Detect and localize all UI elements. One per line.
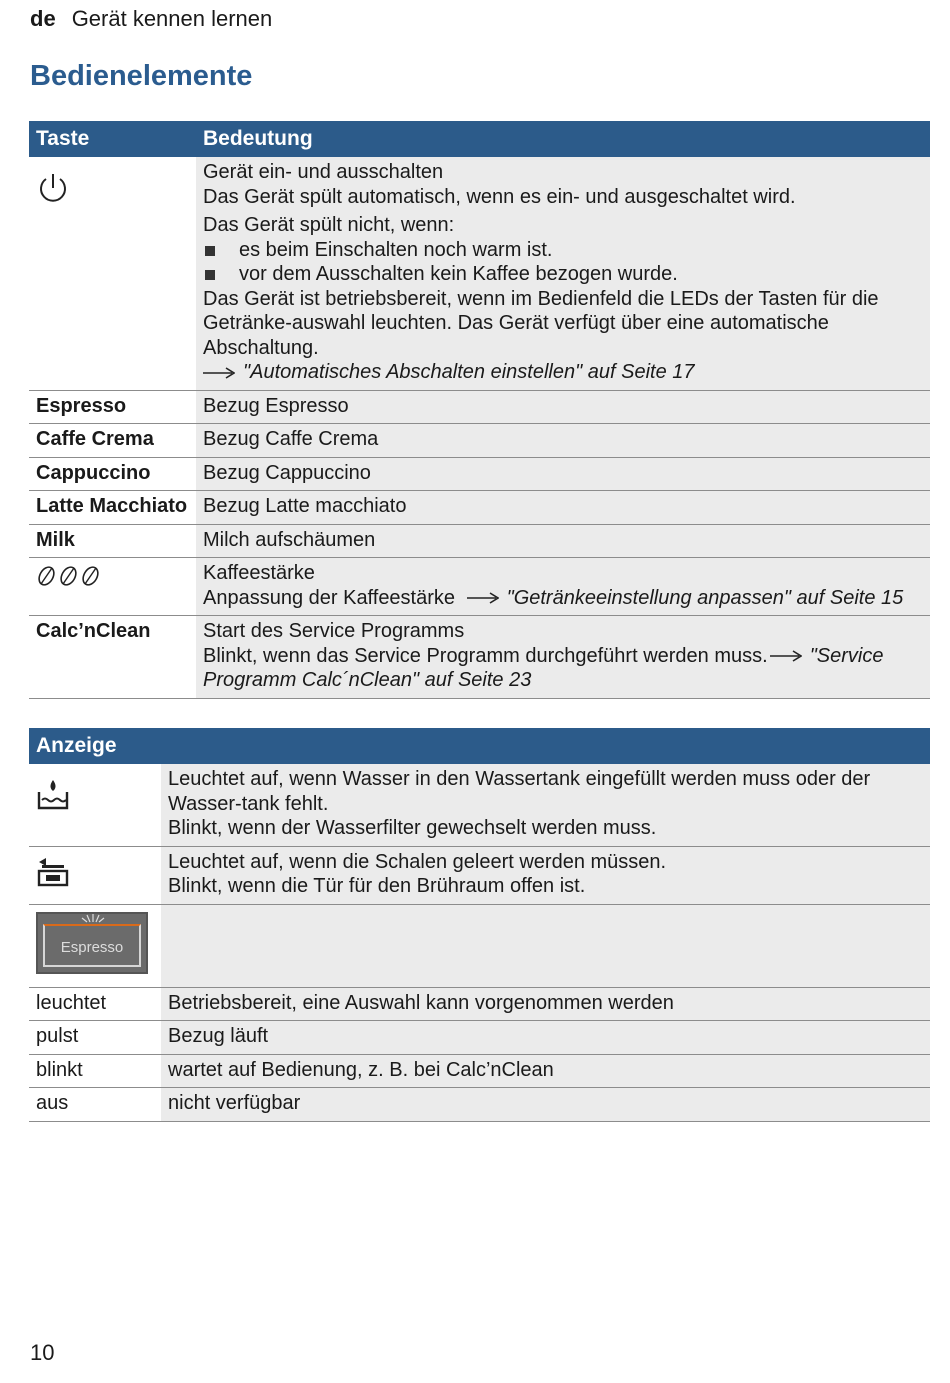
key-cappuccino: Cappuccino [29, 457, 196, 491]
key-calc-n-clean: Calc’nClean [29, 616, 196, 699]
button-image-empty [161, 904, 930, 987]
table-row [29, 457, 930, 491]
chapter-title: Gerät kennen lernen [71, 6, 273, 31]
table-row-power [29, 157, 930, 390]
drip-tray-icon [36, 855, 70, 889]
list-item: vor dem Ausschalten kein Kaffee bezogen wurde. [203, 262, 923, 287]
strength-description [196, 558, 930, 616]
coffee-bean-icons [36, 561, 189, 587]
key-caffe-crema: Caffe Crema [29, 424, 196, 458]
power-key-cell [29, 157, 196, 390]
table-row-strength [29, 558, 930, 616]
reference-link[interactable]: "Automatisches Abschalten einstellen" auf Seite 17 [243, 361, 695, 383]
power-line-3: Das Gerät spült nicht, wenn: [203, 214, 455, 236]
tray-line-2: Blinkt, wenn die Tür für den Brühraum offen ist. [168, 875, 586, 897]
table-row [29, 1021, 930, 1055]
table-row-calc [29, 616, 930, 699]
page-number: 10 [30, 1340, 55, 1365]
display-table-header [29, 728, 930, 764]
section-title: Bedienelemente [30, 60, 253, 92]
coffee-bean-icon [58, 565, 79, 587]
bullet-square-icon [205, 270, 215, 280]
power-description [196, 157, 930, 390]
button-image-label: Espresso [60, 938, 124, 956]
table-row [29, 1088, 930, 1122]
table-row [29, 524, 930, 558]
page-header [30, 6, 272, 32]
state-leuchtet: leuchtet [29, 987, 161, 1021]
controls-table [29, 121, 930, 699]
value-latte-macchiato: Bezug Latte macchiato [196, 491, 930, 525]
coffee-bean-icon [36, 565, 57, 587]
power-line-2: Das Gerät spült automatisch, wenn es ein- und ausgeschaltet wird. [203, 185, 796, 208]
coffee-bean-icon [80, 565, 101, 587]
language-code: de [30, 6, 56, 31]
table-row [29, 491, 930, 525]
table-row-button-image [29, 904, 930, 987]
list-item: es beim Einschalten noch warm ist. [203, 238, 923, 263]
water-key-cell [29, 764, 161, 846]
column-header-bedeutung: Bedeutung [196, 121, 930, 157]
arrow-right-icon [467, 592, 499, 604]
strength-key-cell [29, 558, 196, 616]
arrow-right-icon [770, 650, 802, 662]
state-pulst-value: Bezug läuft [161, 1021, 930, 1055]
calc-line-1: Start des Service Programms [203, 620, 465, 642]
bullet-square-icon [205, 246, 215, 256]
value-caffe-crema: Bezug Caffe Crema [196, 424, 930, 458]
state-aus: aus [29, 1088, 161, 1122]
value-cappuccino: Bezug Cappuccino [196, 457, 930, 491]
table-row [29, 424, 930, 458]
button-image-cell [29, 904, 161, 987]
state-pulst: pulst [29, 1021, 161, 1055]
water-tank-icon [36, 778, 70, 812]
strength-line-2: Anpassung der Kaffeestärke "Getränkeeinstellung anpassen" auf Seite 15 [203, 586, 904, 609]
key-milk: Milk [29, 524, 196, 558]
tray-key-cell [29, 846, 161, 904]
calc-description [196, 616, 930, 699]
power-line-4: Das Gerät ist betriebsbereit, wenn im Bedienfeld die LEDs der Tasten für die Getränke-auswahl leuchten. Das Gerät verfügt über eine automatische Abschaltung. [203, 287, 879, 359]
value-milk: Milch aufschäumen [196, 524, 930, 558]
controls-table-header [29, 121, 930, 157]
display-table [29, 728, 930, 1122]
key-espresso: Espresso [29, 390, 196, 424]
column-header-anzeige: Anzeige [29, 728, 930, 764]
strength-line-1: Kaffeestärke [203, 562, 315, 584]
table-row-water [29, 764, 930, 846]
state-leuchtet-value: Betriebsbereit, eine Auswahl kann vorgenommen werden [161, 987, 930, 1021]
water-line-1: Leuchtet auf, wenn Wasser in den Wassertank eingefüllt werden muss oder der Wasser-tank fehlt. [168, 768, 871, 815]
table-row [29, 987, 930, 1021]
column-header-taste: Taste [29, 121, 196, 157]
calc-line-2: Blinkt, wenn das Service Programm durchgeführt werden muss. "Service Programm Calc´nClean" auf Seite 23 [203, 644, 884, 691]
reference-link[interactable]: "Service Programm Calc´nClean" auf Seite 23 [203, 644, 884, 691]
power-line-1: Gerät ein- und ausschalten [203, 161, 444, 183]
light-rays-icon [81, 913, 105, 923]
state-blinkt: blinkt [29, 1054, 161, 1088]
arrow-right-icon [203, 367, 235, 379]
power-reference [203, 360, 923, 385]
tray-line-1: Leuchtet auf, wenn die Schalen geleert werden müssen. [168, 850, 667, 873]
table-row [29, 390, 930, 424]
espresso-button-image [36, 912, 148, 974]
table-row-tray [29, 846, 930, 904]
state-aus-value: nicht verfügbar [161, 1088, 930, 1122]
water-description [161, 764, 930, 846]
key-latte-macchiato: Latte Macchiato [29, 491, 196, 525]
power-icon [36, 171, 70, 205]
value-espresso: Bezug Espresso [196, 390, 930, 424]
tray-description [161, 846, 930, 904]
reference-link[interactable]: "Getränkeeinstellung anpassen" auf Seite 15 [506, 586, 904, 609]
table-row [29, 1054, 930, 1088]
state-blinkt-value: wartet auf Bedienung, z. B. bei Calc’nClean [161, 1054, 930, 1088]
water-line-2: Blinkt, wenn der Wasserfilter gewechselt werden muss. [168, 817, 657, 839]
